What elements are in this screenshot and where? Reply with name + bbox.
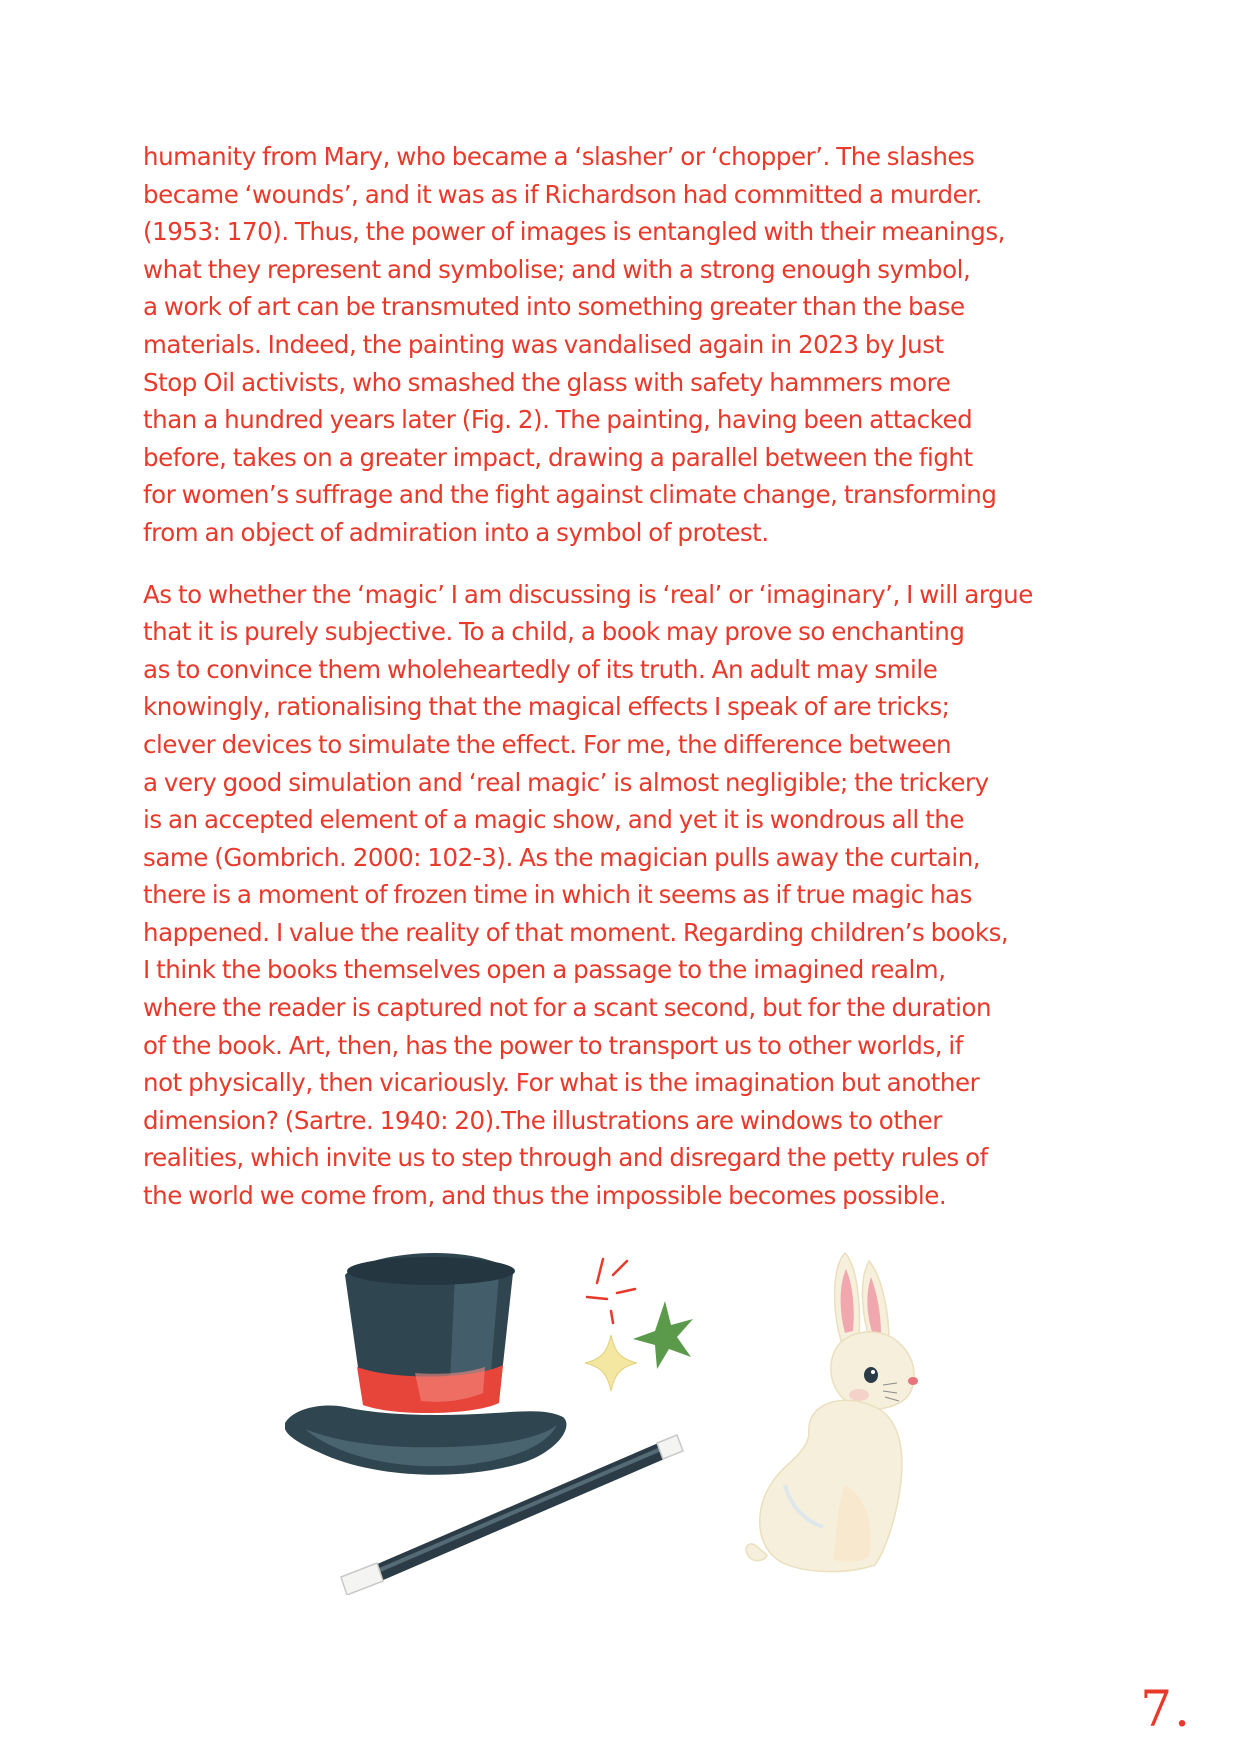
body-text — [143, 138, 1103, 1215]
paragraph-1 — [143, 138, 1103, 552]
sparkle-icon — [585, 1259, 637, 1391]
page-number: 7. — [1140, 1680, 1192, 1738]
top-hat-icon — [285, 1253, 566, 1475]
text-line: happened. I value the reality of that moment. Regarding children’s books, — [143, 917, 1009, 947]
magic-illustration — [285, 1245, 1005, 1595]
text-line: for women’s suffrage and the fight against climate change, transforming — [143, 480, 997, 510]
text-line: knowingly, rationalising that the magical effects I speak of are tricks; — [143, 692, 950, 722]
text-line: what they represent and symbolise; and with a strong enough symbol, — [143, 254, 971, 284]
text-line: from an object of admiration into a symbol of protest. — [143, 517, 769, 547]
text-line: than a hundred years later (Fig. 2). The painting, having been attacked — [143, 405, 973, 435]
text-line: dimension? (Sartre. 1940: 20).The illustrations are windows to other — [143, 1105, 942, 1135]
text-line: As to whether the ‘magic’ I am discussing is ‘real’ or ‘imaginary’, I will argue — [143, 579, 1033, 609]
text-line: is an accepted element of a magic show, and yet it is wondrous all the — [143, 805, 964, 835]
text-line: not physically, then vicariously. For what is the imagination but another — [143, 1068, 980, 1098]
text-line: materials. Indeed, the painting was vandalised again in 2023 by Just — [143, 329, 944, 359]
star-icon — [633, 1301, 693, 1369]
text-line: realities, which invite us to step through and disregard the petty rules of — [143, 1143, 988, 1173]
paragraph-2 — [143, 576, 1103, 1215]
text-line: there is a moment of frozen time in which it seems as if true magic has — [143, 880, 972, 910]
text-line: humanity from Mary, who became a ‘slasher’ or ‘chopper’. The slashes — [143, 142, 975, 171]
text-line: where the reader is captured not for a scant second, but for the duration — [143, 993, 992, 1023]
text-line: same (Gombrich. 2000: 102-3). As the magician pulls away the curtain, — [143, 842, 981, 872]
text-line: the world we come from, and thus the impossible becomes possible. — [143, 1181, 947, 1211]
text-line: of the book. Art, then, has the power to transport us to other worlds, if — [143, 1030, 963, 1060]
rabbit-icon — [746, 1253, 918, 1572]
text-line: Stop Oil activists, who smashed the glass with safety hammers more — [143, 367, 951, 397]
text-line: I think the books themselves open a passage to the imagined realm, — [143, 955, 946, 985]
text-line: (1953: 170). Thus, the power of images is entangled with their meanings, — [143, 217, 1006, 247]
text-line: before, takes on a greater impact, drawing a parallel between the fight — [143, 442, 973, 472]
text-line: a work of art can be transmuted into something greater than the base — [143, 292, 965, 322]
text-line: as to convince them wholeheartedly of its truth. An adult may smile — [143, 654, 938, 684]
text-line: a very good simulation and ‘real magic’ is almost negligible; the trickery — [143, 767, 989, 797]
text-line: became ‘wounds’, and it was as if Richardson had committed a murder. — [143, 179, 982, 209]
text-line: clever devices to simulate the effect. For me, the difference between — [143, 729, 952, 759]
text-line: that it is purely subjective. To a child, a book may prove so enchanting — [143, 617, 965, 647]
